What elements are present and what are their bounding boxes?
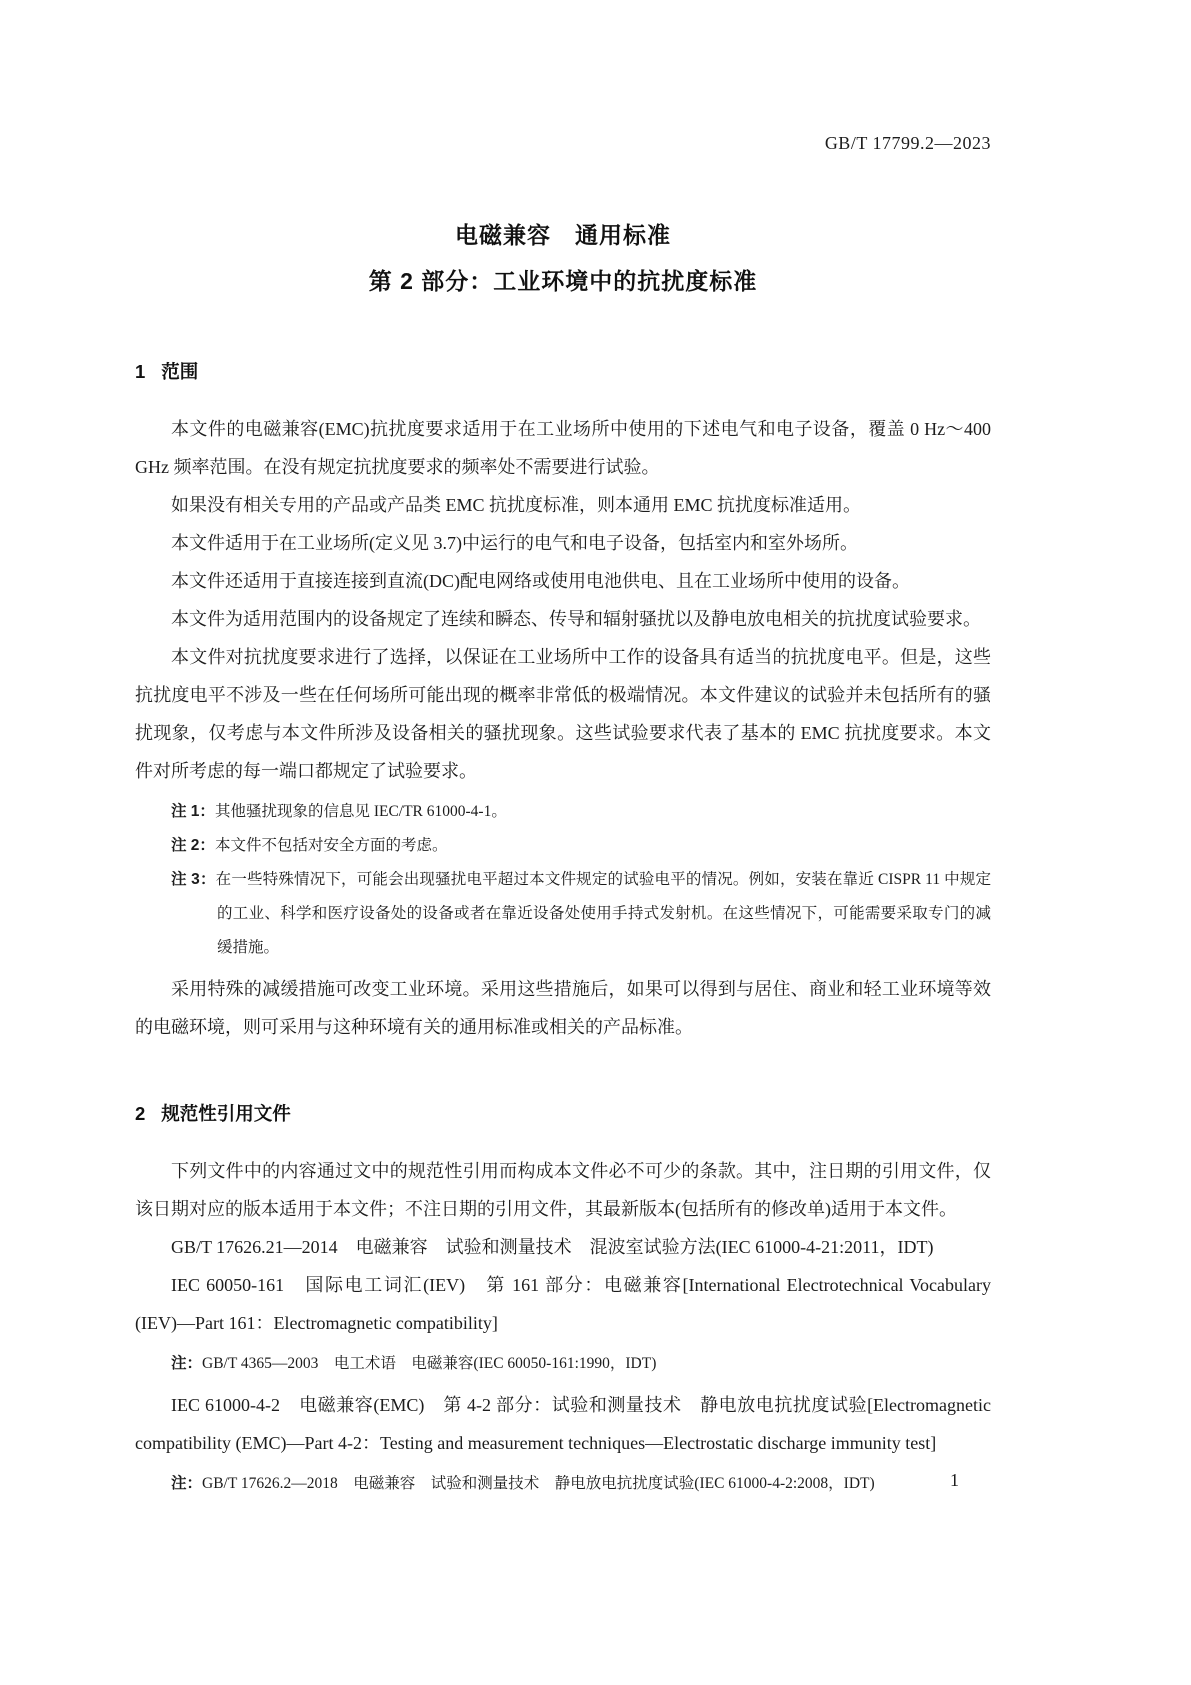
reference-note-2-label: 注： — [171, 1475, 203, 1492]
document-title — [135, 212, 991, 304]
note-3-label: 注 3： — [171, 871, 216, 888]
note-3 — [171, 863, 991, 965]
scope-paragraph-2: 如果没有相关专用的产品或产品类 EMC 抗扰度标准，则本通用 EMC 抗扰度标准适用。 — [171, 495, 862, 515]
reference-note-1-text: GB/T 4365—2003 电工术语 电磁兼容(IEC 60050-161:1990，IDT) — [202, 1355, 657, 1372]
references-intro-paragraph: 下列文件中的内容通过文中的规范性引用而构成本文件必不可少的条款。其中，注日期的引用文件，仅该日期对应的版本适用于本文件；不注日期的引用文件，其最新版本(包括所有的修改单)适用于本文件。 — [135, 1161, 991, 1219]
note-1-label: 注 1： — [171, 803, 215, 820]
reference-entry-1: GB/T 17626.21—2014 电磁兼容 试验和测量技术 混波室试验方法(IEC 61000-4-21:2011，IDT) — [171, 1237, 934, 1257]
reference-note-group-1 — [135, 1347, 991, 1381]
title-line-1: 电磁兼容 通用标准 — [455, 222, 671, 248]
note-1-text: 其他骚扰现象的信息见 IEC/TR 61000-4-1。 — [214, 803, 507, 820]
page-content — [135, 133, 991, 1506]
note-2-label: 注 2： — [171, 837, 215, 854]
reference-entry-3: IEC 61000-4-2 电磁兼容(EMC) 第 4-2 部分：试验和测量技术 静电放电抗扰度试验[Electromagnetic compatibility (EMC)—Part 4-2：Testing and measurement techniques—Electrostatic discharge immunity test] — [135, 1395, 991, 1453]
section-2-heading — [135, 1100, 991, 1126]
note-2-text: 本文件不包括对安全方面的考虑。 — [214, 837, 448, 854]
section-2-number: 2 — [135, 1103, 146, 1124]
note-1 — [171, 795, 991, 829]
section-1-title: 范围 — [161, 361, 199, 382]
section-1-number: 1 — [135, 361, 146, 382]
section-2-title: 规范性引用文件 — [161, 1103, 291, 1124]
section-normative-references — [135, 1100, 991, 1501]
reference-note-1 — [171, 1347, 991, 1381]
title-line-2: 第 2 部分：工业环境中的抗扰度标准 — [368, 268, 758, 294]
reference-entry-2: IEC 60050-161 国际电工词汇(IEV) 第 161 部分：电磁兼容[International Electrotechnical Vocabulary (IEV)—Part 161：Electromagnetic compatibility] — [135, 1275, 991, 1333]
section-scope — [135, 358, 991, 1046]
note-3-text: 在一些特殊情况下，可能会出现骚扰电平超过本文件规定的试验电平的情况。例如，安装在靠近 CISPR 11 中规定的工业、科学和医疗设备处的设备或者在靠近设备处使用手持式发射机。在这些情况下，可能需要采取专门的减缓措施。 — [215, 871, 991, 956]
reference-note-1-label: 注： — [171, 1355, 203, 1372]
reference-note-2-text: GB/T 17626.2—2018 电磁兼容 试验和测量技术 静电放电抗扰度试验(IEC 61000-4-2:2008，IDT) — [202, 1475, 875, 1492]
reference-note-2 — [171, 1467, 991, 1501]
note-2 — [171, 829, 991, 863]
scope-notes — [135, 795, 991, 965]
scope-paragraph-1: 本文件的电磁兼容(EMC)抗扰度要求适用于在工业场所中使用的下述电气和电子设备，覆盖 0 Hz～400 GHz 频率范围。在没有规定抗扰度要求的频率处不需要进行试验。 — [135, 419, 991, 477]
page-number: 1 — [950, 1470, 959, 1490]
section-1-heading — [135, 358, 991, 384]
scope-paragraph-5: 本文件为适用范围内的设备规定了连续和瞬态、传导和辐射骚扰以及静电放电相关的抗扰度试验要求。 — [171, 609, 981, 629]
scope-paragraph-3: 本文件适用于在工业场所(定义见 3.7)中运行的电气和电子设备，包括室内和室外场所。 — [171, 533, 858, 553]
reference-note-group-2 — [135, 1467, 991, 1501]
scope-paragraph-4: 本文件还适用于直接连接到直流(DC)配电网络或使用电池供电、且在工业场所中使用的设备。 — [171, 571, 910, 591]
scope-paragraph-7: 采用特殊的减缓措施可改变工业环境。采用这些措施后，如果可以得到与居住、商业和轻工业环境等效的电磁环境，则可采用与这种环境有关的通用标准或相关的产品标准。 — [135, 979, 991, 1037]
standard-number: GB/T 17799.2—2023 — [824, 133, 991, 153]
scope-paragraph-6: 本文件对抗扰度要求进行了选择，以保证在工业场所中工作的设备具有适当的抗扰度电平。但是，这些抗扰度电平不涉及一些在任何场所可能出现的概率非常低的极端情况。本文件建议的试验并未包括所有的骚扰现象，仅考虑与本文件所涉及设备相关的骚扰现象。这些试验要求代表了基本的 EMC 抗扰度要求。本文件对所考虑的每一端口都规定了试验要求。 — [135, 647, 991, 781]
